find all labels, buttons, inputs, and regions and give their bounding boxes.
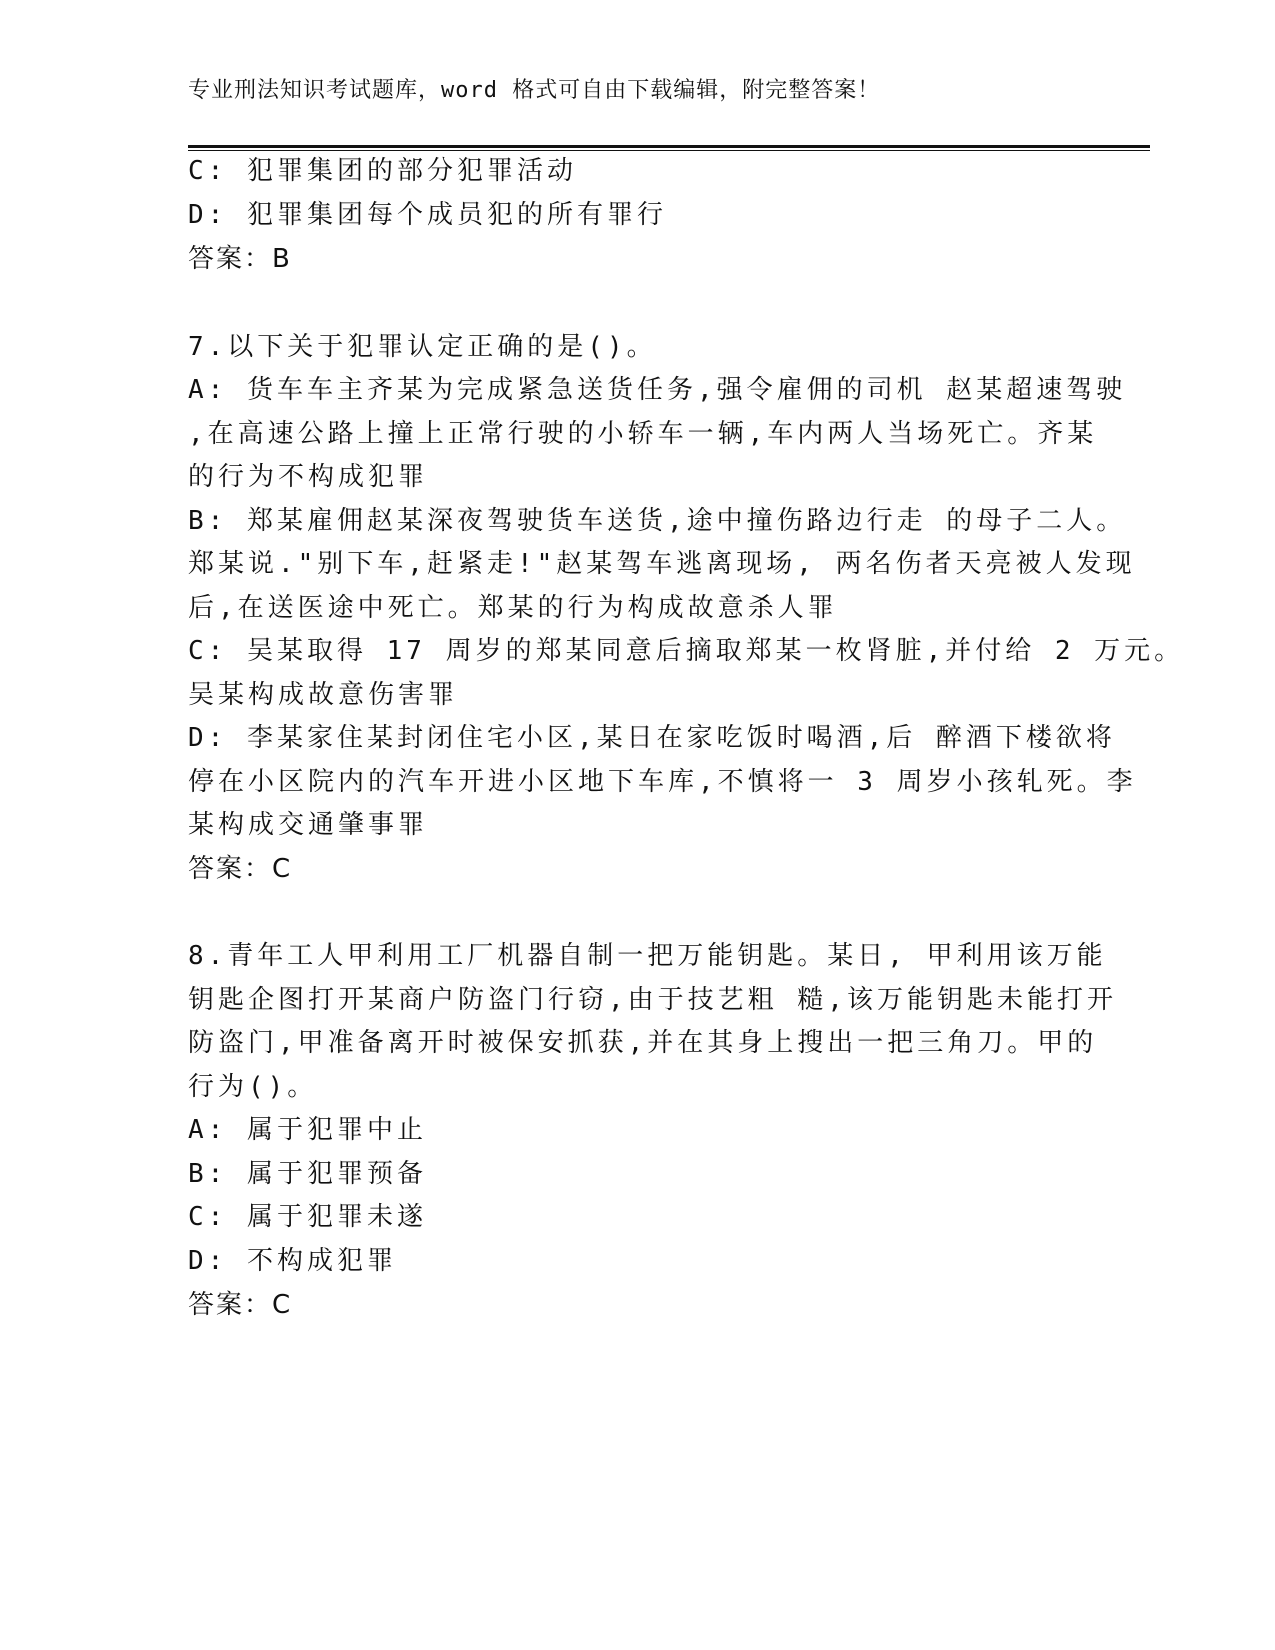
question-7-line: D: 李某家住某封闭住宅小区,某日在家吃饭时喝酒,后 醉酒下楼欲将 <box>188 723 1116 753</box>
question-7-line: 的行为不构成犯罪 <box>188 462 429 492</box>
question-8-option-d: D: 不构成犯罪 <box>188 1246 397 1276</box>
question-7-line: C: 吴某取得 17 周岁的郑某同意后摘取郑某一枚肾脏,并付给 2 万元。 <box>188 636 1185 666</box>
question-8-option-c: C: 属于犯罪未遂 <box>188 1202 427 1232</box>
header-rule-thick <box>188 145 1150 148</box>
question-7-stem: 7.以下关于犯罪认定正确的是()。 <box>188 332 657 362</box>
question-7-line: 郑某说."别下车,赶紧走!"赵某驾车逃离现场, 两名伤者天亮被人发现 <box>188 549 1136 579</box>
question-7-line: B: 郑某雇佣赵某深夜驾驶货车送货,途中撞伤路边行走 的母子二人。 <box>188 506 1127 536</box>
question-8-line: 钥匙企图打开某商户防盗门行窃,由于技艺粗 糙,该万能钥匙未能打开 <box>188 985 1117 1015</box>
header-rule-thin <box>188 150 1150 151</box>
question-7-answer: 答案：C <box>188 854 293 884</box>
prev-question-option-c: C: 犯罪集团的部分犯罪活动 <box>188 156 577 186</box>
question-8-option-a: A: 属于犯罪中止 <box>188 1115 427 1145</box>
question-8-option-b: B: 属于犯罪预备 <box>188 1159 427 1189</box>
question-7-line: 吴某构成故意伤害罪 <box>188 680 459 710</box>
prev-question-answer: 答案：B <box>188 244 292 274</box>
question-7-line: 停在小区院内的汽车开进小区地下车库,不慎将一 3 周岁小孩轧死。李 <box>188 767 1137 797</box>
question-7-line: A: 货车车主齐某为完成紧急送货任务,强令雇佣的司机 赵某超速驾驶 <box>188 375 1127 405</box>
prev-question-option-d: D: 犯罪集团每个成员犯的所有罪行 <box>188 200 667 230</box>
question-8-line: 防盗门,甲准备离开时被保安抓获,并在其身上搜出一把三角刀。甲的 <box>188 1028 1098 1058</box>
question-8-answer: 答案：C <box>188 1290 293 1320</box>
question-7-line: ,在高速公路上撞上正常行驶的小轿车一辆,车内两人当场死亡。齐某 <box>188 419 1098 449</box>
page-header: 专业刑法知识考试题库，word 格式可自由下载编辑，附完整答案！ <box>188 78 881 103</box>
question-7-line: 后,在送医途中死亡。郑某的行为构成故意杀人罪 <box>188 593 838 623</box>
question-8-line: 行为()。 <box>188 1072 318 1102</box>
question-7-line: 某构成交通肇事罪 <box>188 810 429 840</box>
question-8-line: 8.青年工人甲利用工厂机器自制一把万能钥匙。某日, 甲利用该万能 <box>188 941 1107 971</box>
